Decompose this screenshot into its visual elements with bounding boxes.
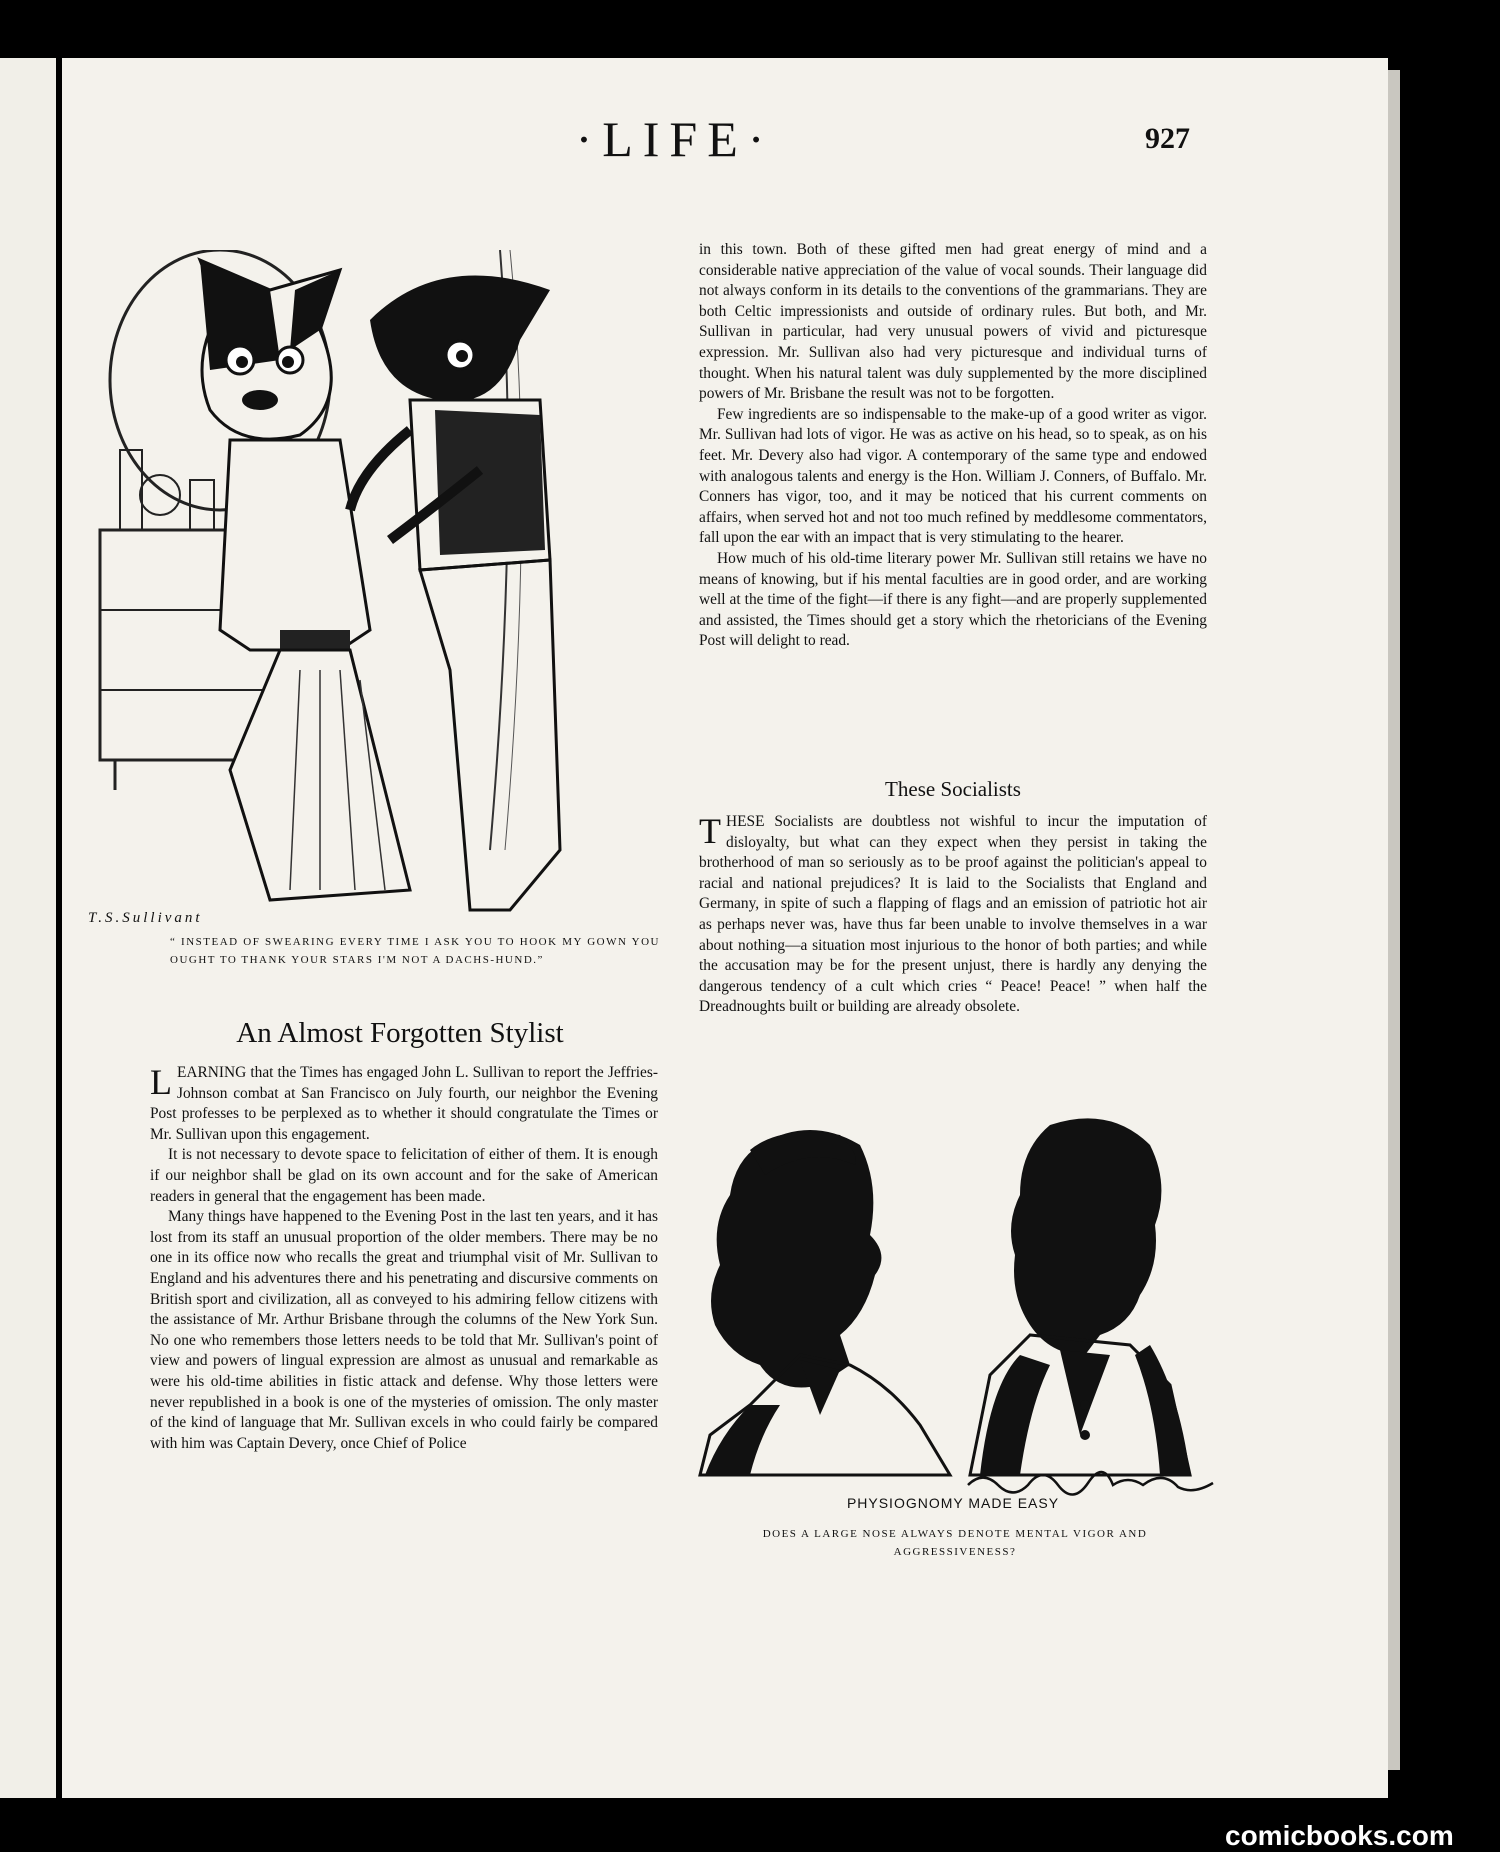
- article-stylist-paragraph-6: How much of his old-time literary power Mr. Sullivan still retains we have no means of knowing, but if his mental faculties are in good order, and are working well at the time of the fight—if there is any fight—and are properly supplemented and assisted, the Times should get a story which the rhetoricians of the Evening Post will delight to read.: [699, 549, 1207, 650]
- drop-cap-t: T: [699, 811, 721, 851]
- article-stylist-column-right: [699, 240, 1207, 652]
- article-socialists-paragraph: THESE Socialists are doubtless not wishful to incur the imputation of disloyalty, but what can they expect when they persist in taking the brotherhood of man so seriously as to be proof against the politician's appeal to racial and national prejudices? It is laid to the Socialists that England and Germany, in spite of such a flapping of flags and an emission of patriotic hot air as perhaps never was, have thus far been unable to involve themselves in a war about nothing—a situation most injurious to the honor of both parties; and while the accusation may be for the present unjust, there is hardly any denying the dangerous tendency of a cult which cries “ Peace! Peace! ” when half the Dreadnoughts built or building are already obsolete.: [699, 811, 1207, 1016]
- article-socialists-title: These Socialists: [885, 777, 1021, 801]
- article-stylist-paragraph-4: in this town. Both of these gifted men had great energy of mind and a considerable native appreciation of the value of vocal sounds. Their language did not always conform in its details to the conventions of the grammarians. They are both Celtic impressionists and outside of ordinary rules. But both, and Mr. Sullivan in particular, had very unusual powers of vivid and picturesque expression. Mr. Sullivan also had very picturesque and individual turns of thought. When his natural talent was duly supplemented by the more disciplined powers of Mr. Brisbane the result was not to be forgotten.: [699, 241, 1207, 403]
- page-binding-edge: [1388, 70, 1400, 1770]
- article-stylist-column-left: [150, 1063, 658, 1454]
- physiognomy-illustration: [690, 1105, 1210, 1485]
- adjacent-page-edge: [0, 58, 56, 1798]
- silhouettes-drawing: [690, 1105, 1210, 1485]
- article-stylist-paragraph-5: Few ingredients are so indispensable to the make-up of a good writer as vigor. Mr. Sullivan had lots of vigor. He was as active on his head, so to speak, as on his feet. Mr. Devery also had vigor. A contemporary of the same type and endowed with analogous talents and energy is the Hon. William J. Conners, of Buffalo. Mr. Conners has vigor, too, and it may be noticed that his current comments on affairs, when served hot and not too much refined by meddlesome commentators, fall upon the ear with an impact that is very stimulating to the hearer.: [699, 405, 1207, 547]
- dogs-cartoon-caption: “ INSTEAD OF SWEARING EVERY TIME I ASK YOU TO HOOK MY GOWN YOU OUGHT TO THANK YOUR STARS I'M NOT A DACHS-HUND.”: [170, 936, 660, 966]
- physiognomy-caption: DOES A LARGE NOSE ALWAYS DENOTE MENTAL VIGOR AND AGGRESSIVENESS?: [762, 1528, 1148, 1558]
- watermark-text: comicbooks.com: [1225, 1820, 1454, 1851]
- artist-signature-sullivant: T.S.Sullivant: [88, 910, 203, 926]
- article-stylist-title: An Almost Forgotten Stylist: [236, 1017, 564, 1049]
- drop-cap-l: L: [150, 1062, 172, 1102]
- page-number: 927: [1145, 122, 1190, 155]
- dogs-drawing: [80, 250, 580, 930]
- article-stylist-paragraph-3: Many things have happened to the Evening Post in the last ten years, and it has lost from its staff an unusual proportion of the older members. There may be no one in its office now who recalls the great and triumphal visit of Mr. Sullivan to England and his adventures there and his penetrating and discursive comments on British sport and civilization, all as conveyed to his admiring fellow citizens with the assistance of Mr. Arthur Brisbane through the columns of the New York Sun. No one who remembers those letters needs to be told that Mr. Sullivan's point of view and powers of lingual expression are almost as unusual and remarkable as were his old-time abilities in fistic attack and defense. Why those letters were never republished in a book is one of the mysteries of omission. The only master of the kind of language that Mr. Sullivan excels in who could fairly be compared with him was Captain Devery, once Chief of Police: [150, 1208, 658, 1452]
- cartoon-dogs-illustration: [80, 250, 580, 930]
- article-stylist-paragraph-1: LEARNING that the Times has engaged John L. Sullivan to report the Jeffries-Johnson combat at San Francisco on July fourth, our neighbor the Evening Post professes to be perplexed as to whether it should congratulate the Times or Mr. Sullivan upon this engagement.: [150, 1062, 658, 1143]
- physiognomy-title: PHYSIOGNOMY MADE EASY: [846, 1495, 1060, 1511]
- article-stylist-paragraph-2: It is not necessary to devote space to felicitation of either of them. It is enough if our neighbor shall be glad on its own account and for the sake of American readers in general that the engagement has been made.: [150, 1146, 658, 1205]
- masthead: ·LIFE·: [575, 111, 775, 167]
- article-socialists-body: [699, 812, 1207, 1018]
